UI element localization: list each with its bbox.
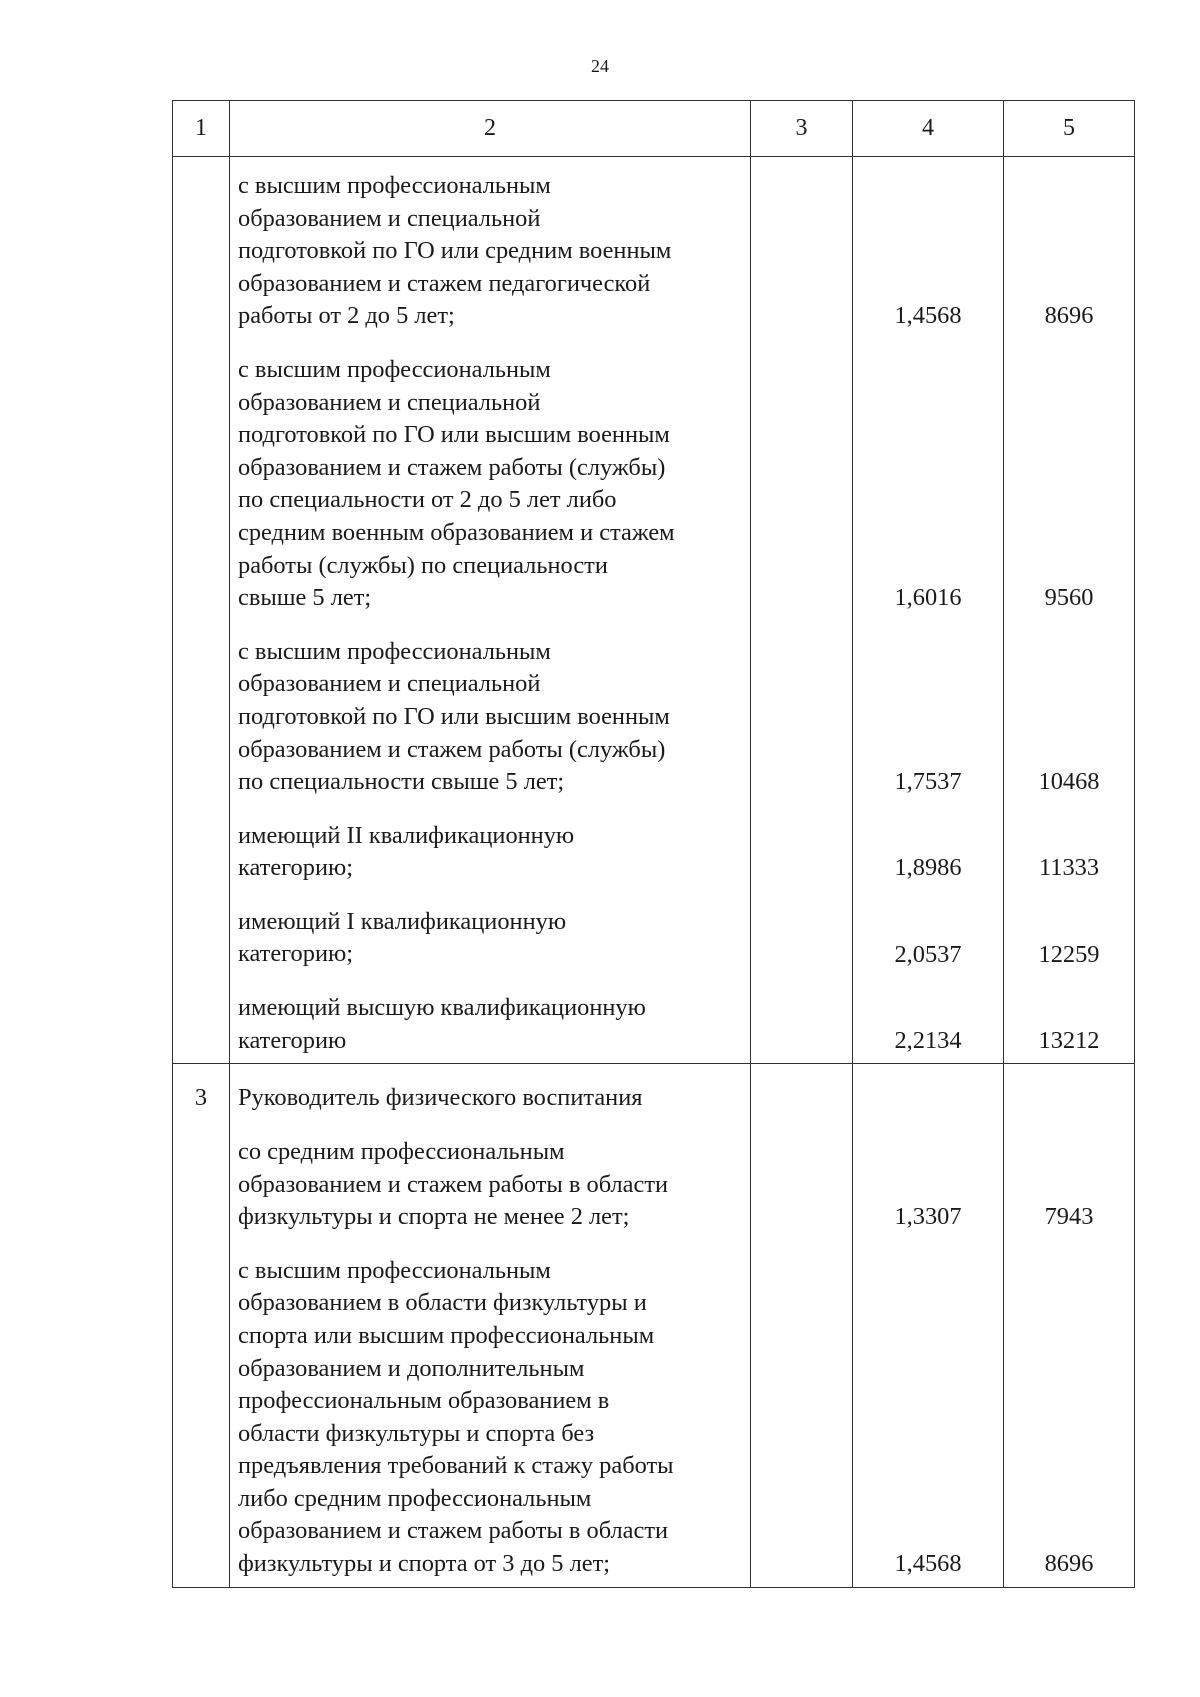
qualification-entry	[230, 992, 750, 1057]
entry-text-line: подготовкой по ГО или высшим военным	[238, 702, 670, 730]
entry-text-line: категорию;	[238, 854, 353, 882]
entry-text-line: образованием в области физкультуры и	[238, 1289, 647, 1317]
amount-value: 13212	[1038, 1026, 1100, 1054]
table-row	[173, 157, 1135, 1064]
column-header: 4	[853, 101, 1004, 157]
column-header: 3	[751, 101, 853, 157]
entry-text-line: образованием и стажем работы в области	[238, 1170, 669, 1198]
coefficient-cell	[853, 1064, 1004, 1587]
entry-text-line: профессиональным образованием в	[238, 1387, 610, 1415]
qualification-entry	[230, 820, 750, 885]
empty-cell	[751, 157, 853, 1064]
entry-text-line: работы от 2 до 5 лет;	[238, 302, 455, 330]
entry-text-line: имеющий высшую квалификационную	[238, 994, 646, 1022]
table-header-row	[173, 101, 1135, 157]
page-number: 24	[591, 56, 609, 76]
qualification-table	[172, 100, 1135, 1588]
row-number-cell	[173, 157, 230, 1064]
entry-text-line: образованием и стажем работы (службы)	[238, 735, 666, 763]
entry-text-line: имеющий I квалификационную	[238, 907, 567, 935]
entry-text-line: работы (службы) по специальности	[238, 551, 608, 579]
entry-text-line: с высшим профессиональным	[238, 1256, 551, 1284]
table-row	[173, 1064, 1135, 1587]
row-number	[173, 157, 229, 175]
entry-text-line: категорию;	[238, 940, 353, 968]
entry-text-line: образованием и стажем педагогической	[238, 269, 651, 297]
entry-text-line: средним военным образованием и стажем	[238, 518, 675, 546]
row-number: 3	[194, 1084, 208, 1112]
column-header: 5	[1004, 101, 1135, 157]
entry-text-line: имеющий II квалификационную	[238, 821, 575, 849]
qualification-entry	[230, 906, 750, 971]
entry-text-line: области физкультуры и спорта без	[238, 1419, 595, 1447]
entry-text-line: образованием и специальной	[238, 388, 541, 416]
column-header: 1	[173, 101, 230, 157]
coefficient-value: 1,7537	[894, 768, 962, 796]
coefficient-value: 1,8986	[894, 854, 962, 882]
amount-value: 12259	[1038, 940, 1100, 968]
column-header: 2	[230, 101, 751, 157]
coefficient-value: 1,4568	[894, 1550, 962, 1578]
qualification-entry	[230, 1136, 750, 1234]
entry-text-line: подготовкой по ГО или средним военным	[238, 237, 672, 265]
entry-text-line: образованием и стажем работы в области	[238, 1517, 669, 1545]
entry-text-line: со средним профессиональным	[238, 1137, 565, 1165]
qualification-entry	[230, 636, 750, 799]
position-title: Руководитель физического воспитания	[238, 1084, 643, 1112]
description-cell	[230, 157, 751, 1064]
amount-value: 9560	[1044, 584, 1094, 612]
coefficient-value: 2,2134	[894, 1026, 962, 1054]
entry-text-line: с высшим профессиональным	[238, 172, 551, 199]
entry-text-line: предъявления требований к стажу работы	[238, 1452, 674, 1480]
entry-text-line: с высшим профессиональным	[238, 355, 551, 383]
entry-text-line: либо средним профессиональным	[238, 1484, 592, 1512]
entry-text-line: свыше 5 лет;	[238, 584, 372, 612]
entry-text-line: по специальности свыше 5 лет;	[238, 768, 565, 796]
entry-text-line: физкультуры и спорта от 3 до 5 лет;	[238, 1550, 611, 1578]
entry-text-line: категорию	[238, 1026, 347, 1054]
entry-text-line: с высшим профессиональным	[238, 637, 551, 665]
empty-cell	[751, 1064, 853, 1587]
description-cell	[230, 1064, 751, 1587]
entry-text-line: образованием и специальной	[238, 204, 541, 232]
coefficient-value: 1,4568	[894, 302, 962, 330]
entry-text-line: образованием и дополнительным	[238, 1354, 585, 1382]
entry-text-line: подготовкой по ГО или высшим военным	[238, 421, 670, 449]
amount-cell	[1004, 1064, 1135, 1587]
amount-value: 7943	[1044, 1203, 1094, 1231]
amount-value: 10468	[1038, 768, 1100, 796]
entry-text-line: образованием и стажем работы (службы)	[238, 453, 666, 481]
qualification-entry	[230, 354, 750, 615]
entry-text-line: физкультуры и спорта не менее 2 лет;	[238, 1203, 630, 1231]
amount-cell	[1004, 157, 1135, 1064]
amount-value: 8696	[1044, 1550, 1094, 1578]
amount-value: 11333	[1038, 854, 1100, 882]
entry-text-line: спорта или высшим профессиональным	[238, 1321, 655, 1349]
amount-value: 8696	[1044, 302, 1094, 330]
coefficient-value: 1,6016	[894, 584, 962, 612]
entry-text-line: образованием и специальной	[238, 670, 541, 698]
entry-text-line: по специальности от 2 до 5 лет либо	[238, 486, 617, 514]
row-number-cell	[173, 1064, 230, 1587]
qualification-entry	[230, 170, 750, 333]
qualification-entry	[230, 1255, 750, 1581]
coefficient-value: 2,0537	[894, 940, 962, 968]
coefficient-value: 1,3307	[894, 1203, 962, 1231]
coefficient-cell	[853, 157, 1004, 1064]
